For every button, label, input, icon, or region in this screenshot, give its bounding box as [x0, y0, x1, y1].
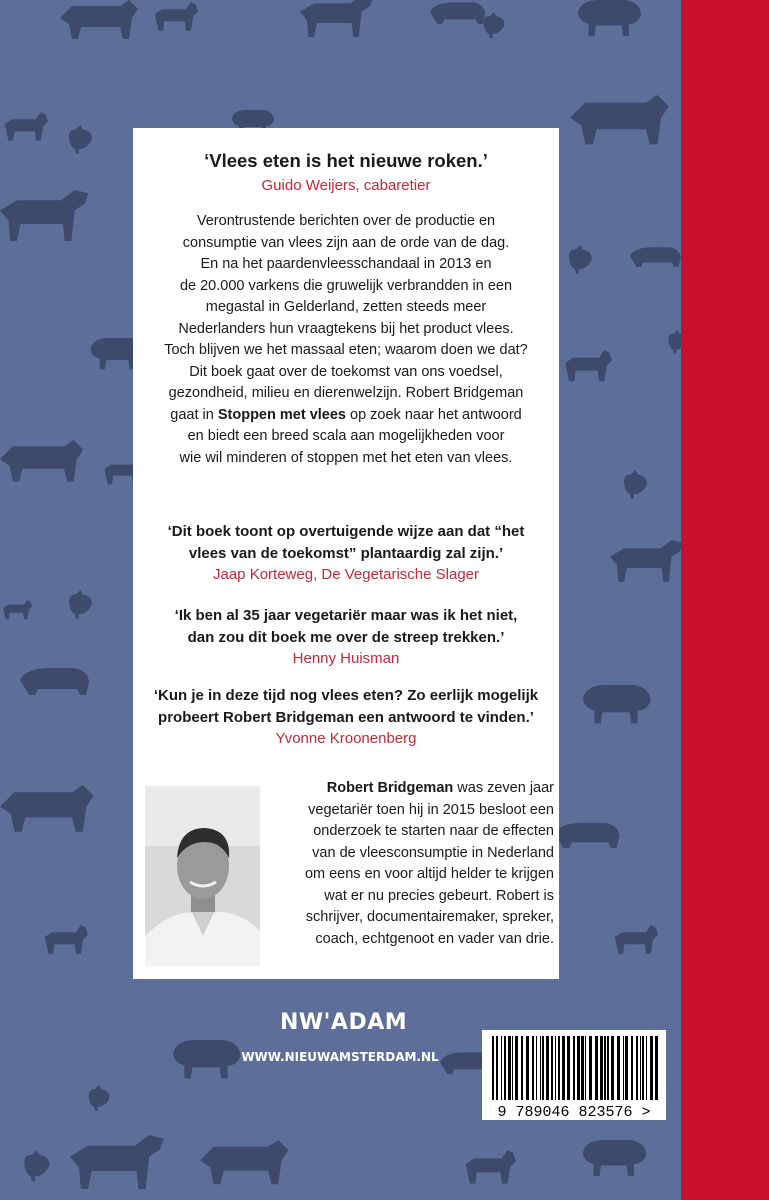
horse-silhouette-icon: [300, 0, 373, 37]
barcode-bar: [600, 1036, 603, 1100]
barcode-bar: [512, 1036, 513, 1100]
description-line: En na het paardenvleesschandaal in 2013 en: [200, 256, 492, 272]
barcode-bar: [631, 1036, 633, 1100]
goat-silhouette-icon: [45, 925, 88, 954]
barcode-bar: [607, 1036, 609, 1100]
hen-silhouette-icon: [484, 12, 505, 38]
pig-silhouette-icon: [555, 823, 619, 848]
red-spine: [681, 0, 769, 1200]
barcode-bar: [551, 1036, 553, 1100]
description-line: en biedt een breed scala aan mogelijkheden voor: [187, 428, 505, 444]
horse-silhouette-icon: [70, 1135, 164, 1189]
isbn-number: 9 789046 823576 >: [497, 1104, 651, 1121]
bio-line: coach, echtgenoot en vader van drie.: [315, 930, 554, 947]
hen-silhouette-icon: [24, 1150, 49, 1181]
barcode-bar: [508, 1036, 511, 1100]
barcode-bar: [532, 1036, 534, 1100]
review-attribution: Yvonne Kroonenberg: [275, 730, 417, 747]
barcode-bars: [482, 1030, 666, 1104]
sheep-silhouette-icon: [583, 1140, 646, 1176]
barcode-bar: [595, 1036, 598, 1100]
text-segment: was zeven jaar: [453, 780, 554, 796]
barcode-bar: [573, 1036, 575, 1100]
description-line: Toch blijven we het massaal eten; waarom doen we dat?: [164, 342, 528, 358]
cow-silhouette-icon: [60, 0, 138, 39]
barcode-bar: [558, 1036, 560, 1100]
publisher-website: WWW.NIEUWAMSTERDAM.NL: [241, 1050, 439, 1064]
description-line: consumptie van vlees zijn aan de orde van de dag.: [182, 234, 510, 251]
goat-silhouette-icon: [155, 2, 198, 31]
barcode-bar: [577, 1036, 580, 1100]
barcode-bar: [542, 1036, 544, 1100]
review-line: ‘Kun je in deze tijd nog vlees eten? Zo eerlijk mogelijk: [153, 687, 539, 704]
review-3: [133, 685, 559, 750]
barcode-bar: [496, 1036, 498, 1100]
bio-line: vegetariër toen hij in 2015 besloot een: [308, 801, 554, 818]
goat-silhouette-icon: [3, 600, 32, 619]
book-title: Stoppen met vlees: [217, 406, 346, 423]
barcode-bar: [655, 1036, 658, 1100]
barcode-bar: [640, 1036, 641, 1100]
review-attribution: Henny Huisman: [292, 650, 400, 667]
goat-silhouette-icon: [565, 350, 612, 381]
author-photo: [145, 786, 260, 966]
bio-line: [269, 778, 554, 800]
text-segment: gaat in: [170, 406, 218, 423]
review-line: ‘Ik ben al 35 jaar vegetariër maar was ik het niet,: [174, 607, 518, 624]
publisher-logo: NW'ADAM: [280, 1010, 408, 1035]
description-line: megastal in Gelderland, zetten steeds meer: [205, 299, 487, 315]
cow-silhouette-icon: [0, 440, 83, 482]
barcode-bar: [546, 1036, 549, 1100]
review-1: [133, 521, 559, 586]
description-line: Nederlanders hun vraagtekens bij het product vlees.: [178, 320, 514, 337]
barcode-bar: [604, 1036, 606, 1100]
barcode-bar: [617, 1036, 620, 1100]
bio-line: schrijver, documentairemaker, spreker,: [305, 909, 554, 925]
barcode-bar: [562, 1036, 565, 1100]
barcode-bar: [625, 1036, 628, 1100]
goat-silhouette-icon: [5, 112, 48, 141]
bio-line: van de vleesconsumptie in Nederland: [312, 844, 554, 861]
description-line: gezondheid, milieu en dierenwelzijn. Robert Bridgeman: [168, 385, 524, 401]
hen-silhouette-icon: [69, 590, 92, 619]
barcode-bar: [650, 1036, 653, 1100]
barcode-bar: [589, 1036, 592, 1100]
barcode-bar: [555, 1036, 556, 1100]
review-line: vlees van de toekomst” plantaardig zal zijn.’: [188, 544, 504, 562]
hen-silhouette-icon: [89, 1085, 110, 1111]
barcode-bar: [521, 1036, 523, 1100]
review-2: [133, 605, 559, 670]
description-line: [133, 405, 559, 427]
hen-silhouette-icon: [69, 125, 92, 154]
barcode-bar: [504, 1036, 506, 1100]
bio-line: wat er nu precies gebeurt. Robert is: [324, 887, 554, 904]
goat-silhouette-icon: [466, 1150, 516, 1184]
description-line: de 20.000 varkens die gruwelijk verbrandden in een: [179, 277, 513, 294]
barcode-bar: [501, 1036, 502, 1100]
pig-silhouette-icon: [20, 668, 89, 695]
barcode: [482, 1030, 666, 1120]
author-name: Robert Bridgeman: [326, 780, 454, 796]
review-attribution: Jaap Korteweg, De Vegetarische Slager: [213, 566, 479, 583]
barcode-bar: [536, 1036, 537, 1100]
review-line: ‘Dit boek toont op overtuigende wijze aan dat “het: [167, 523, 525, 540]
barcode-bar: [581, 1036, 584, 1100]
sheep-silhouette-icon: [578, 0, 641, 36]
cow-silhouette-icon: [200, 1140, 288, 1184]
barcode-bar: [567, 1036, 570, 1100]
barcode-bar: [540, 1036, 541, 1100]
barcode-bar: [642, 1036, 644, 1100]
barcode-bar: [623, 1036, 624, 1100]
barcode-bar: [636, 1036, 638, 1100]
review-line: dan zou dit boek me over de streep trekken.’: [187, 628, 505, 646]
text-segment: op zoek naar het antwoord: [345, 406, 522, 423]
cow-silhouette-icon: [570, 95, 669, 144]
barcode-bar: [492, 1036, 494, 1100]
epigraph-quote: ‘Vlees eten is het nieuwe roken.’: [204, 150, 488, 171]
horse-silhouette-icon: [610, 540, 681, 582]
author-bio: [269, 778, 554, 950]
horse-silhouette-icon: [0, 190, 88, 241]
goat-silhouette-icon: [615, 925, 658, 954]
description-line: Dit boek gaat over de toekomst van ons voedsel,: [189, 363, 503, 380]
hen-silhouette-icon: [668, 330, 681, 353]
sheep-silhouette-icon: [583, 685, 650, 723]
hen-silhouette-icon: [569, 245, 592, 274]
pig-silhouette-icon: [630, 247, 681, 267]
description-line: Verontrustende berichten over de productie en: [196, 213, 496, 229]
pig-silhouette-icon: [430, 2, 485, 24]
epigraph-attribution: Guido Weijers, cabaretier: [261, 177, 431, 194]
description-line: wie wil minderen of stoppen met het eten van vlees.: [179, 449, 513, 466]
review-line: probeert Robert Bridgeman een antwoord te vinden.’: [158, 708, 534, 726]
barcode-bar: [646, 1036, 647, 1100]
cow-silhouette-icon: [0, 785, 94, 832]
barcode-bar: [515, 1036, 518, 1100]
barcode-bar: [585, 1036, 586, 1100]
barcode-bar: [611, 1036, 614, 1100]
bio-line: om eens en voor altijd helder te krijgen: [304, 866, 554, 882]
hen-silhouette-icon: [624, 470, 647, 499]
bio-line: onderzoek te starten naar de effecten: [313, 823, 554, 839]
description: [133, 211, 559, 469]
text-panel: [133, 128, 559, 979]
barcode-bar: [526, 1036, 529, 1100]
